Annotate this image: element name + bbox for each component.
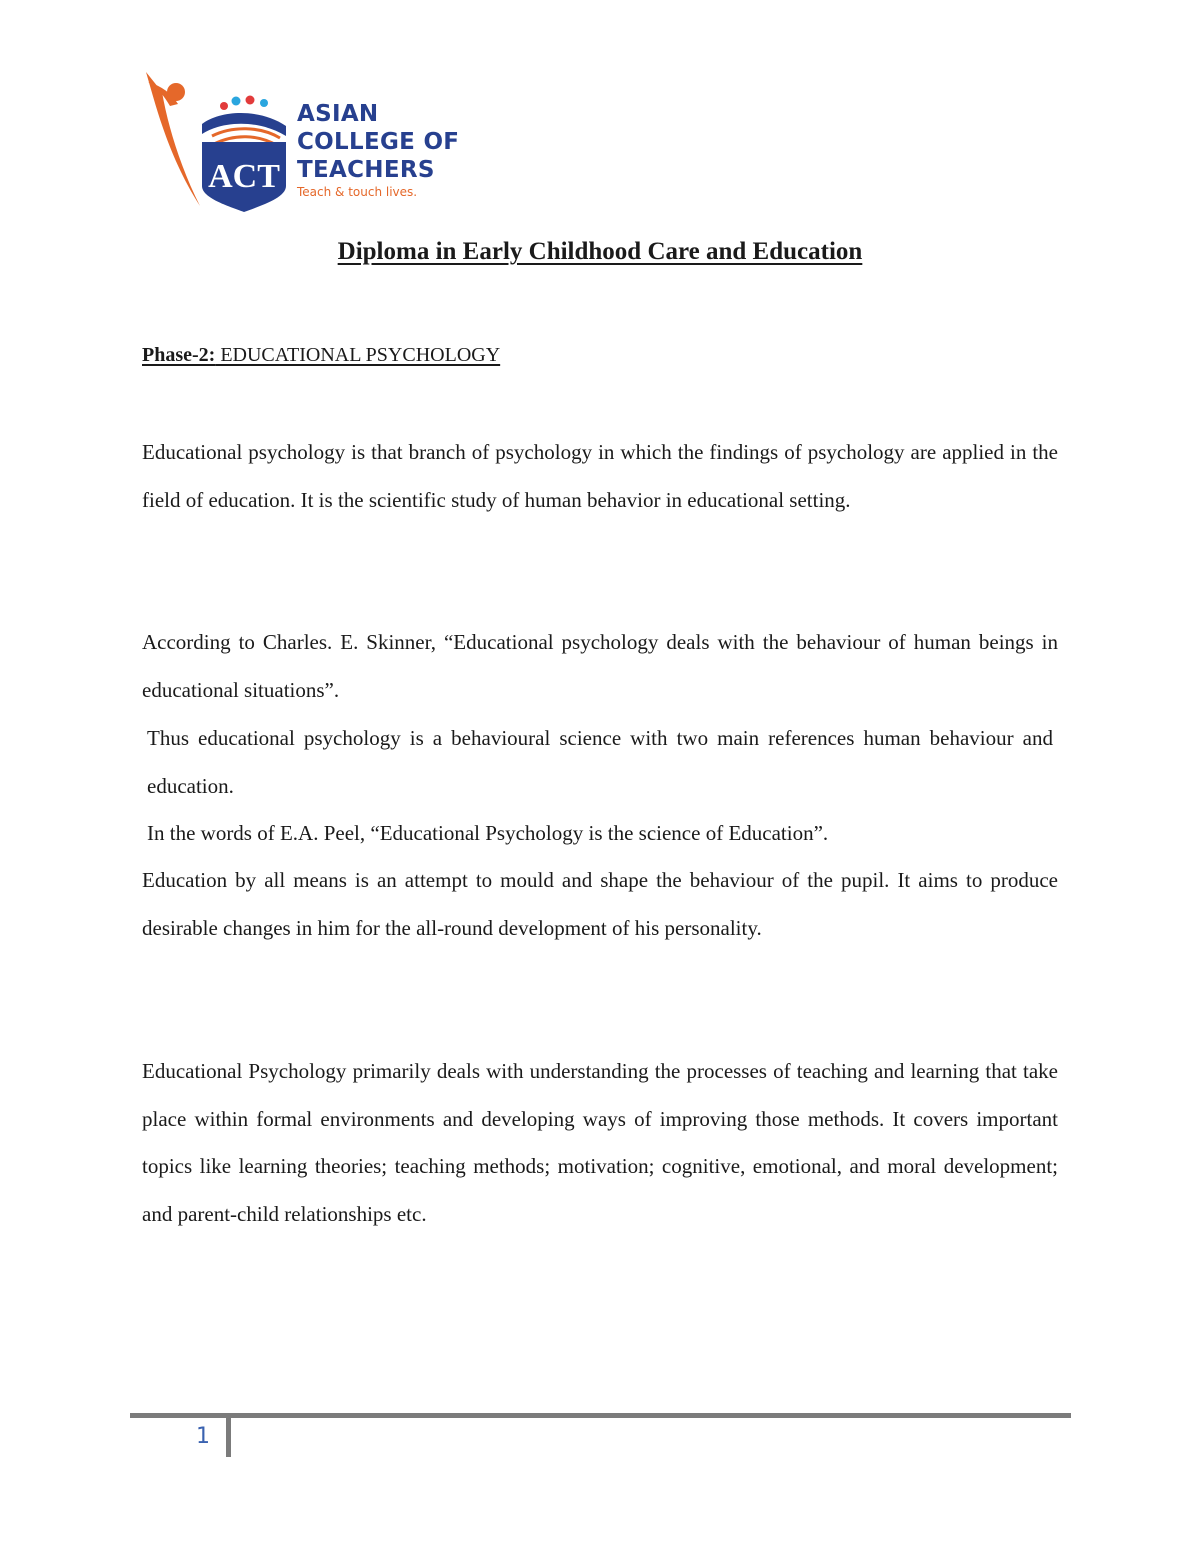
footer-vertical-divider — [226, 1417, 231, 1457]
logo-name-line-2: COLLEGE OF — [297, 129, 460, 155]
college-logo — [140, 66, 490, 216]
paragraph-primary-topics: Educational Psychology primarily deals with understanding the processes of teaching and learning that take place within formal environments and developing ways of improving those methods. It covers important topics like learning theories; teaching methods; motivation; cognitive, emotional, and moral development; and parent-child relationships etc. — [142, 1059, 1058, 1227]
logo-book-arc — [202, 113, 286, 136]
paragraph-peel-quote: In the words of E.A. Peel, “Educational Psychology is the science of Education”. — [147, 821, 829, 845]
phase-title: EDUCATIONAL PSYCHOLOGY — [215, 344, 501, 366]
logo-tagline: Teach & touch lives. — [297, 185, 418, 199]
footer-divider — [130, 1413, 1071, 1418]
paragraph-skinner-quote: According to Charles. E. Skinner, “Educational psychology deals with the behaviour of human beings in educational situations”. — [142, 630, 1058, 702]
logo-dot — [232, 97, 241, 106]
paragraph-definition: Educational psychology is that branch of psychology in which the findings of psychology are applied in the field of education. It is the scientific study of human behavior in educational setting. — [142, 440, 1058, 512]
logo-mark-text: ACT — [208, 158, 280, 195]
phase-heading — [142, 344, 500, 367]
logo-dot — [260, 99, 268, 107]
phase-label: Phase-2: — [142, 344, 216, 366]
page-number: 1 — [196, 1424, 210, 1449]
logo-wordmark — [297, 100, 459, 199]
logo-dot — [246, 96, 255, 105]
logo-emblem-icon — [140, 66, 290, 216]
logo-name-line-3: TEACHERS — [297, 157, 435, 183]
paragraph-behavioural-science: Thus educational psychology is a behavioural science with two main references human behaviour and education. — [147, 726, 1053, 798]
paragraph-education-aims: Education by all means is an attempt to mould and shape the behaviour of the pupil. It aims to produce desirable changes in him for the all-round development of his personality. — [142, 868, 1058, 940]
document-title: Diploma in Early Childhood Care and Education — [337, 238, 863, 265]
logo-name-line-1: ASIAN — [297, 101, 379, 127]
logo-dot — [220, 102, 228, 110]
